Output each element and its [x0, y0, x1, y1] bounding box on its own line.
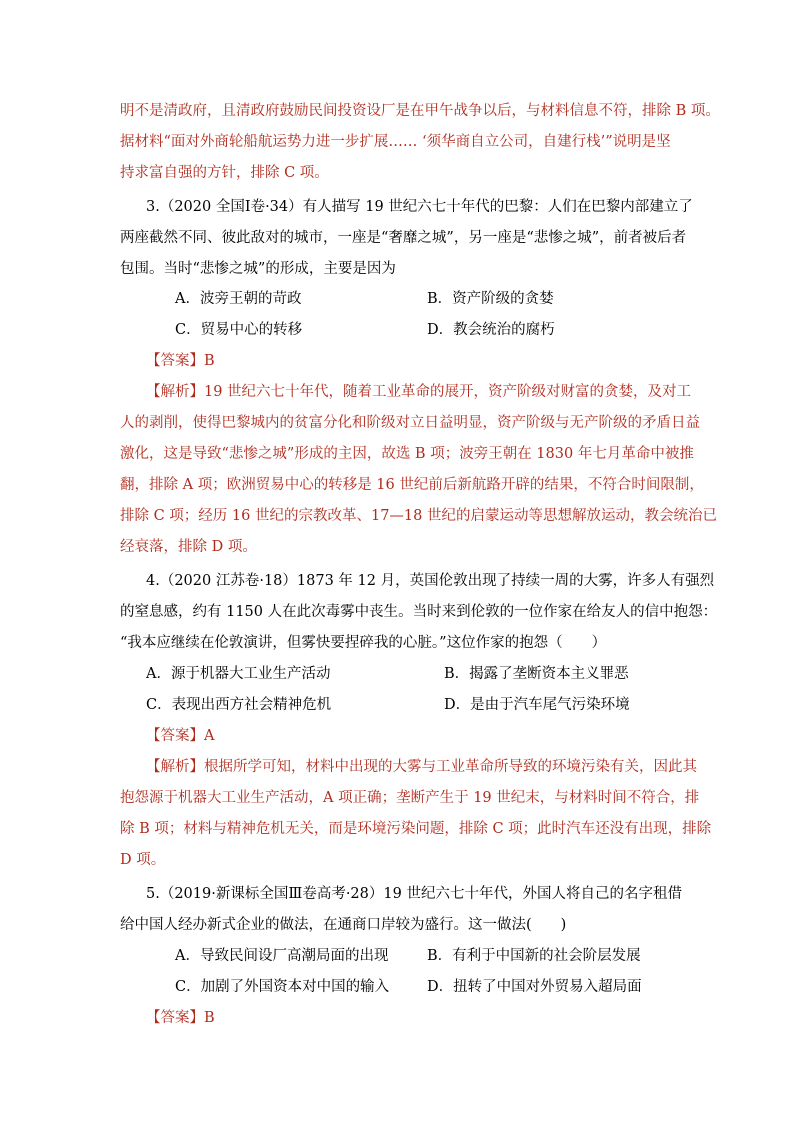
q4-answer: 【答案】A — [146, 728, 215, 744]
q3-stem-line-1: 3.（2020 全国Ⅰ卷·34）有人描写 19 世纪六七十年代的巴黎：人们在巴黎内部建立了 — [146, 199, 693, 215]
q3-option-b: B．资产阶级的贪婪 — [427, 291, 554, 307]
intro-line-1: 明不是清政府，且清政府鼓励民间投资设厂是在甲午战争以后，与材料信息不符，排除 B 项。 — [120, 103, 720, 119]
q5-option-c: C．加剧了外国资本对中国的输入 — [175, 979, 390, 995]
intro-line-2: 据材料“面对外商轮船航运势力进一步扩展…… ‘须华商自立公司，自建行栈’”说明是坚 — [120, 134, 671, 150]
q4-stem-line-3: “我本应继续在伦敦演讲，但雾快要捏碎我的心脏。”这位作家的抱怨（ ） — [120, 635, 607, 651]
q4-stem-line-1: 4.（2020 江苏卷·18）1873 年 12 月，英国伦敦出现了持续一周的大雾，许多人有强烈 — [146, 573, 715, 589]
q4-option-c: C．表现出西方社会精神危机 — [146, 697, 332, 713]
q3-explanation-line-4: 翻，排除 A 项；欧洲贸易中心的转移是 16 世纪前后新航路开辟的结果，不符合时间限制， — [120, 477, 704, 493]
q4-option-d: D．是由于汽车尾气污染环境 — [444, 697, 630, 713]
q3-explanation-line-2: 人的剥削，使得巴黎城内的贫富分化和阶级对立日益明显，资产阶级与无产阶级的矛盾日益 — [120, 415, 700, 431]
q4-option-a: A．源于机器大工业生产活动 — [146, 666, 331, 682]
q3-stem-line-2: 两座截然不同、彼此敌对的城市，一座是“奢靡之城”，另一座是“悲惨之城”，前者被后者 — [120, 230, 687, 246]
q4-explanation-line-1: 【解析】根据所学可知，材料中出现的大雾与工业革命所导致的环境污染有关，因此其 — [146, 759, 697, 775]
q5-option-a: A．导致民间设厂高潮局面的出现 — [175, 948, 389, 964]
q5-option-b: B．有利于中国新的社会阶层发展 — [427, 948, 641, 964]
q3-explanation-line-6: 经衰落，排除 D 项。 — [120, 539, 257, 555]
q4-explanation-line-3: 除 B 项；材料与精神危机无关，而是环境污染问题，排除 C 项；此时汽车还没有出现，排除 — [120, 821, 712, 837]
q3-explanation-line-1: 【解析】19 世纪六七十年代，随着工业革命的展开，资产阶级对财富的贪婪，及对工 — [146, 384, 692, 400]
q3-explanation-line-3: 激化，这是导致“悲惨之城”形成的主因，故选 B 项；波旁王朝在 1830 年七月革命中被推 — [120, 446, 694, 462]
q3-answer: 【答案】B — [146, 353, 215, 369]
q4-stem-line-2: 的窒息感，约有 1150 人在此次毒雾中丧生。当时来到伦敦的一位作家在给友人的信中抱怨： — [120, 604, 718, 620]
q5-stem-line-1: 5.（2019·新课标全国Ⅲ卷高考·28）19 世纪六七十年代，外国人将自己的名字租借 — [146, 886, 682, 902]
q3-option-a: A．波旁王朝的苛政 — [175, 291, 302, 307]
q4-option-b: B．揭露了垄断资本主义罪恶 — [444, 666, 629, 682]
q4-explanation-line-4: D 项。 — [120, 852, 166, 868]
q3-option-c: C．贸易中心的转移 — [175, 322, 303, 338]
q3-option-d: D．教会统治的腐朽 — [427, 322, 555, 338]
intro-line-3: 持求富自强的方针，排除 C 项。 — [120, 165, 329, 181]
q5-option-d: D．扭转了中国对外贸易入超局面 — [427, 979, 642, 995]
q5-stem-line-2: 给中国人经办新式企业的做法，在通商口岸较为盛行。这一做法( ) — [120, 917, 567, 933]
q3-stem-line-3: 包围。当时“悲惨之城”的形成，主要是因为 — [120, 261, 396, 277]
q5-answer: 【答案】B — [146, 1010, 215, 1026]
q4-explanation-line-2: 抱怨源于机器大工业生产活动，A 项正确；垄断产生于 19 世纪末，与材料时间不符合，排 — [120, 790, 700, 806]
q3-explanation-line-5: 排除 C 项；经历 16 世纪的宗教改革、17—18 世纪的启蒙运动等思想解放运动，教会统治已 — [120, 508, 717, 524]
